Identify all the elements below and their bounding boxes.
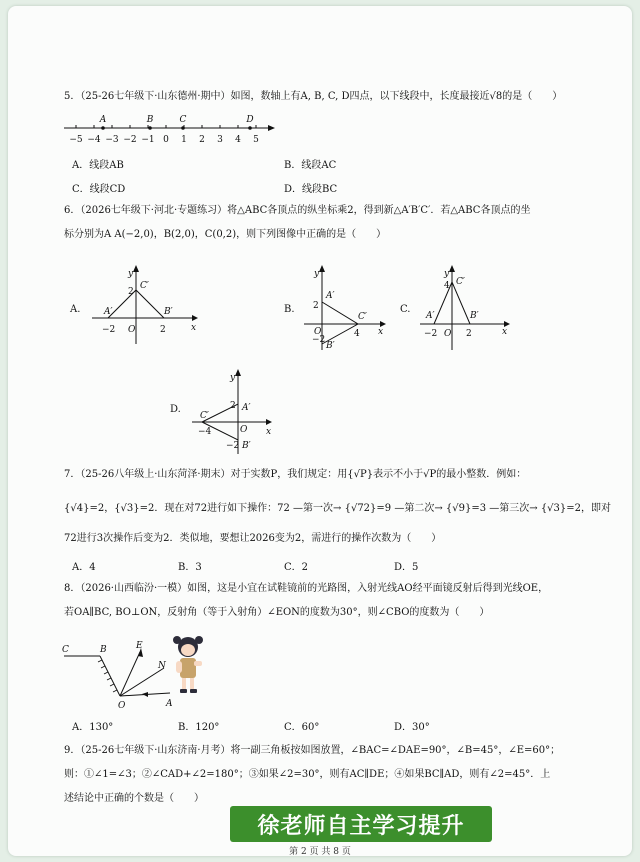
- tick-label: 0: [163, 135, 169, 145]
- q6-graph-c: [418, 262, 514, 352]
- svg-text:C′: C′: [456, 277, 465, 287]
- q5-option-a[interactable]: A．线段AB: [72, 160, 124, 171]
- svg-text:A′: A′: [242, 403, 251, 413]
- svg-text:O: O: [118, 701, 126, 710]
- svg-text:2: 2: [466, 329, 472, 339]
- q7-stem-line2: {√4}=2，{√3}=2．现在对72进行如下操作：72 —第一次→ {√72}=9 —第二次→ {√9}=3 —第三次→ {√3}=2，即对: [64, 503, 612, 514]
- svg-text:O: O: [240, 425, 248, 435]
- q6-stem-line2: 标分别为A A(−2,0)，B(2,0)，C(0,2)，则下列图像中正确的是（ ）: [64, 229, 387, 240]
- q7-stem-line1: 7．（25-26八年级上·山东菏泽·期末）对于实数P，我们规定：用{√P}表示不小于√P的最小整数．例如：: [64, 469, 527, 480]
- svg-text:N: N: [158, 661, 166, 671]
- svg-text:y: y: [230, 373, 236, 383]
- svg-text:C: C: [62, 645, 69, 655]
- q6-choice-c-label[interactable]: C.: [400, 304, 411, 315]
- exam-page: [8, 6, 632, 856]
- q5-option-d[interactable]: D．线段BC: [284, 184, 338, 195]
- q8-option-a[interactable]: A．130°: [72, 722, 114, 733]
- q8-option-d[interactable]: D．30°: [394, 722, 430, 733]
- svg-text:E: E: [136, 641, 143, 651]
- q7-stem-line3: 72进行3次操作后变为2．类似地，要想让2026变为2，需进行的操作次数为（ ）: [64, 533, 442, 544]
- q5-option-c[interactable]: C．线段CD: [72, 184, 126, 195]
- q7-option-d[interactable]: D．5: [394, 562, 419, 573]
- svg-text:B′: B′: [164, 307, 173, 317]
- q6-graph-b: [300, 262, 390, 352]
- svg-text:O: O: [314, 327, 322, 337]
- svg-text:2: 2: [128, 287, 134, 297]
- svg-text:C′: C′: [140, 281, 149, 291]
- svg-text:A′: A′: [426, 311, 435, 321]
- svg-text:A′: A′: [104, 307, 113, 317]
- q6-choice-b-label[interactable]: B.: [284, 304, 295, 315]
- svg-text:−2: −2: [424, 329, 438, 339]
- promo-banner: [230, 806, 492, 842]
- svg-text:y: y: [444, 269, 450, 279]
- svg-text:C′: C′: [358, 312, 367, 322]
- q5-number-line: [62, 114, 282, 150]
- svg-text:2: 2: [313, 301, 319, 311]
- q9-stem-line1: 9．（25-26七年级下·山东济南·月考）将一副三角板按如图放置，∠BAC=∠DAE=90°，∠B=45°，∠E=60°；: [64, 745, 561, 756]
- tick-label: −3: [105, 135, 119, 145]
- svg-text:y: y: [128, 269, 134, 279]
- svg-text:A′: A′: [326, 291, 335, 301]
- svg-text:O: O: [128, 325, 136, 335]
- q6-graph-d: [188, 366, 284, 456]
- q9-stem-line2: 则：①∠1=∠3；②∠CAD+∠2=180°；③如果∠2=30°，则有AC∥DE；④如果BC∥AD，则有∠2=45°．上: [64, 769, 551, 780]
- q8-option-c[interactable]: C．60°: [284, 722, 320, 733]
- tick-label: 4: [235, 135, 241, 145]
- svg-text:4: 4: [354, 329, 360, 339]
- q6-choice-a-label[interactable]: A.: [70, 304, 81, 315]
- q6-graph-a: [88, 262, 198, 348]
- svg-text:x: x: [191, 323, 197, 333]
- tick-label: −1: [141, 135, 155, 145]
- svg-text:−2: −2: [226, 441, 240, 451]
- svg-text:−2: −2: [312, 335, 326, 345]
- tick-label: 1: [181, 135, 187, 145]
- tick-label: 2: [199, 135, 205, 145]
- tick-label: 5: [253, 135, 259, 145]
- svg-text:x: x: [378, 327, 384, 337]
- svg-text:4: 4: [444, 281, 450, 291]
- point-label: C: [179, 115, 187, 125]
- q8-stem-line2: 若OA∥BC, BO⊥ON，反射角（等于入射角）∠EON的度数为30°，则∠CBO的度数为（ ）: [64, 607, 490, 618]
- svg-text:2: 2: [160, 325, 166, 335]
- svg-text:x: x: [266, 427, 272, 437]
- svg-text:B: B: [100, 645, 107, 655]
- q9-stem-line3: 述结论中正确的个数是（ ）: [64, 793, 204, 804]
- point-label: D: [246, 115, 254, 125]
- svg-text:2: 2: [230, 401, 236, 411]
- tick-label: −5: [69, 135, 83, 145]
- svg-text:x: x: [502, 327, 508, 337]
- tick-label: −2: [123, 135, 137, 145]
- svg-text:O: O: [444, 329, 452, 339]
- page-footer: 第 2 页 共 8 页: [289, 847, 351, 856]
- q8-option-b[interactable]: B．120°: [178, 722, 220, 733]
- svg-text:B′: B′: [470, 311, 479, 321]
- q5-stem: 5．（25-26七年级下·山东德州·期中）如图，数轴上有A, B, C, D四点，以下线段中，长度最接近√8的是（ ）: [64, 91, 563, 102]
- svg-text:B′: B′: [242, 441, 251, 451]
- point-label: B: [146, 115, 154, 125]
- svg-text:B′: B′: [326, 341, 335, 351]
- svg-text:−2: −2: [102, 325, 116, 335]
- tick-label: 3: [217, 135, 223, 145]
- tick-label: −4: [87, 135, 101, 145]
- q7-option-a[interactable]: A．4: [72, 562, 96, 573]
- q7-option-c[interactable]: C．2: [284, 562, 309, 573]
- q6-stem-line1: 6．（2026七年级下·河北·专题练习）将△ABC各顶点的纵坐标乘2，得到新△A′B′C′．若△ABC各顶点的坐: [64, 205, 531, 216]
- point-label: A: [99, 115, 107, 125]
- svg-text:A: A: [166, 699, 173, 709]
- q8-stem-line1: 8．（2026·山西临汾·一模）如图，这是小宜在试鞋镜前的光路图，入射光线AO经平面镜反射后得到光线OE，: [64, 583, 549, 594]
- q7-option-b[interactable]: B．3: [178, 562, 202, 573]
- svg-text:y: y: [314, 269, 320, 279]
- q6-choice-d-label[interactable]: D.: [170, 404, 181, 415]
- q5-option-b[interactable]: B．线段AC: [284, 160, 337, 171]
- svg-text:C′: C′: [200, 411, 209, 421]
- promo-banner-text: 徐老师自主学习提升: [257, 813, 465, 839]
- svg-text:−4: −4: [198, 427, 212, 437]
- girl-illustration: [168, 634, 210, 694]
